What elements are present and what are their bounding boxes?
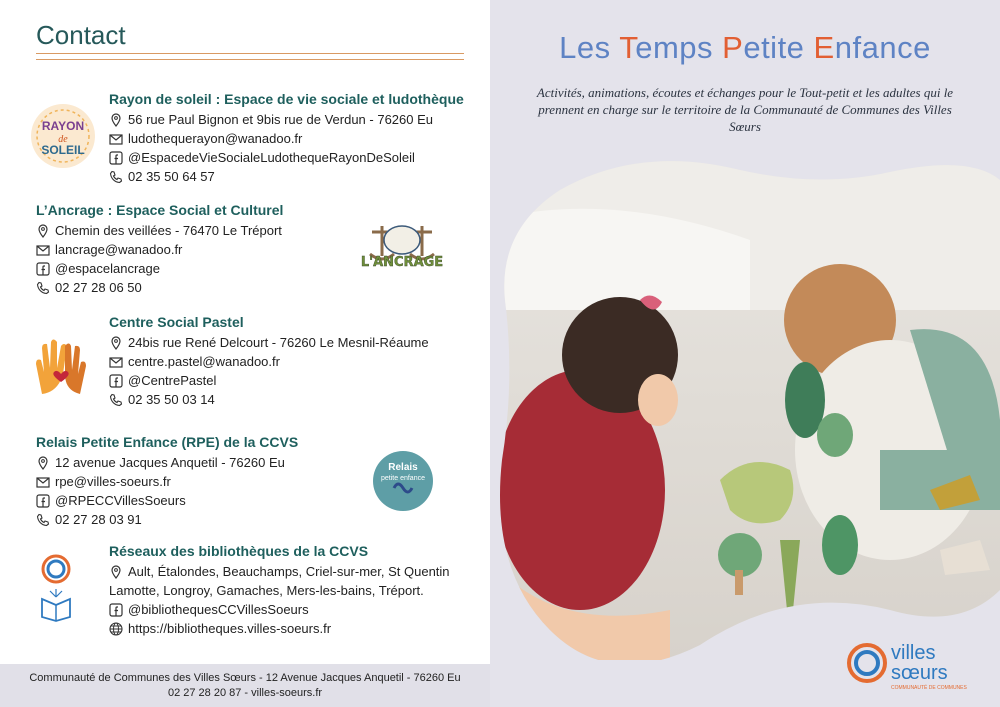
address-text: 56 rue Paul Bignon et 9bis rue de Verdun - 76260 Eu [128,112,433,127]
svg-text:SOLEIL: SOLEIL [41,143,85,157]
phone-number[interactable]: 02 35 50 03 14 [128,392,215,407]
facebook-link[interactable]: @EspacedeVieSocialeLudothequeRayonDeSoleil [128,150,415,165]
facebook-link[interactable]: @RPECCVillesSoeurs [55,493,186,508]
svg-text:petite enfance: petite enfance [381,475,425,482]
address-text: Chemin des veillées - 76470 Le Tréport [55,223,282,238]
phone-number[interactable]: 02 35 50 64 57 [128,169,215,184]
footer-contact: 02 27 28 20 87 - villes-soeurs.fr [167,687,323,699]
facebook-icon [36,262,50,276]
villes-soeurs-logo [845,635,995,695]
cover-panel [490,0,1000,707]
org-name: Relais Petite Enfance (RPE) de la CCVS [36,434,299,450]
email-icon [109,132,123,146]
lancrage-logo [342,220,462,272]
svg-text:COMMUNAUTÉ DE COMMUNES: COMMUNAUTÉ DE COMMUNES [891,685,967,691]
phone-line[interactable] [36,510,298,529]
phone-line[interactable] [109,167,464,186]
cover-title: Les Temps Petite Enfance [559,30,931,65]
email-icon [36,475,50,489]
org-centre-social-pastel [109,314,429,409]
address-text: Ault, Étalondes, Beauchamps, Criel-sur-mer, St Quentin [128,564,450,579]
org-name: L’Ancrage : Espace Social et Culturel [36,202,284,218]
email-line[interactable] [36,240,283,259]
facebook-line[interactable] [36,491,298,510]
svg-text:Relais: Relais [388,462,418,473]
phone-line[interactable] [36,278,283,297]
relais-petite-enfance-logo [372,450,434,512]
pastel-hands-logo [28,334,94,400]
phone-icon [36,281,50,295]
divider-rule [36,59,464,60]
org-rayon-de-soleil [109,91,464,186]
contact-heading: Contact [36,20,126,50]
svg-text:sœurs: sœurs [891,662,948,684]
facebook-line[interactable] [109,600,450,619]
org-reseau-bibliotheques [109,543,450,638]
email-link[interactable]: ludothequerayon@wanadoo.fr [128,131,303,146]
contact-panel [0,0,490,707]
location-pin-icon [36,456,50,470]
website-link[interactable]: https://bibliotheques.villes-soeurs.fr [128,621,332,636]
email-link[interactable]: centre.pastel@wanadoo.fr [128,354,280,369]
address-line [109,562,450,581]
location-pin-icon [109,565,123,579]
org-name: Rayon de soleil : Espace de vie sociale et ludothèque [109,91,464,107]
phone-icon [36,513,50,527]
email-line[interactable] [109,352,429,371]
library-logo [36,553,76,623]
org-relais-petite-enfance [36,434,298,529]
email-icon [109,355,123,369]
globe-icon [109,622,123,636]
cover-subtitle: Activités, animations, écoutes et échanges pour le Tout-petit et les adultes qui le prennent en charge sur le territoire de la Communauté de Communes des Villes Sœurs [536,85,954,134]
address-text: Lamotte, Longroy, Gamaches, Mers-les-bains, Tréport. [109,583,424,598]
facebook-link[interactable]: @espacelancrage [55,261,160,276]
children-playing-photo [490,160,1000,660]
facebook-icon [109,151,123,165]
location-pin-icon [36,224,50,238]
svg-text:RAYON: RAYON [41,119,85,133]
facebook-line[interactable] [36,259,283,278]
facebook-line[interactable] [109,371,429,390]
footer-address: Communauté de Communes des Villes Sœurs - 12 Avenue Jacques Anquetil - 76260 Eu [29,672,461,684]
phone-icon [109,393,123,407]
rayon-de-soleil-logo [30,100,96,172]
address-line [109,333,429,352]
svg-text:L'ANCRAGE: L'ANCRAGE [360,255,444,270]
phone-number[interactable]: 02 27 28 06 50 [55,280,142,295]
email-line[interactable] [109,129,464,148]
address-line-2 [109,581,450,600]
email-line[interactable] [36,472,298,491]
phone-line[interactable] [109,390,429,409]
facebook-icon [109,374,123,388]
facebook-link[interactable]: @CentrePastel [128,373,217,388]
phone-icon [109,170,123,184]
email-link[interactable]: rpe@villes-soeurs.fr [55,474,171,489]
address-line [109,110,464,129]
svg-text:de: de [58,134,68,145]
location-pin-icon [109,113,123,127]
divider-rule [36,53,464,54]
facebook-line[interactable] [109,148,464,167]
email-icon [36,243,50,257]
phone-number[interactable]: 02 27 28 03 91 [55,512,142,527]
location-pin-icon [109,336,123,350]
org-name: Réseaux des bibliothèques de la CCVS [109,543,369,559]
email-link[interactable]: lancrage@wanadoo.fr [55,242,183,257]
facebook-icon [109,603,123,617]
org-name: Centre Social Pastel [109,314,244,330]
website-line[interactable] [109,619,450,638]
svg-text:villes: villes [891,642,936,664]
facebook-link[interactable]: @bibliothequesCCVillesSoeurs [128,602,309,617]
address-line [36,221,283,240]
address-line [36,453,298,472]
address-text: 12 avenue Jacques Anquetil - 76260 Eu [55,455,285,470]
address-text: 24bis rue René Delcourt - 76260 Le Mesnil-Réaume [128,335,429,350]
facebook-icon [36,494,50,508]
org-lancrage [36,202,283,297]
footer [0,664,490,707]
